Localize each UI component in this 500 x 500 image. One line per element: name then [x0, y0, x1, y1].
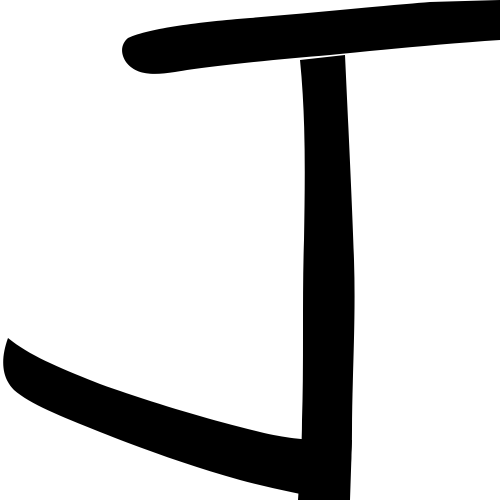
glyph-vertical-stem [298, 55, 355, 500]
glyph-bottom-hook [3, 338, 352, 500]
